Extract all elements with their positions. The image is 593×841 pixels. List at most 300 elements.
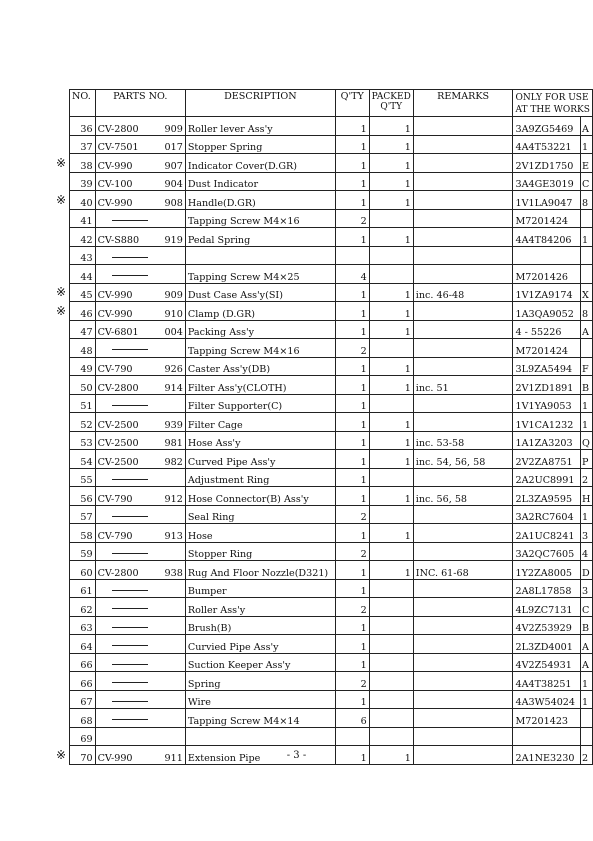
part-suffix-cell bbox=[150, 598, 186, 617]
packed-quantity-cell bbox=[369, 598, 413, 617]
check-character-cell: 1 bbox=[581, 690, 593, 709]
header-no: NO. bbox=[70, 90, 96, 117]
no-part-number-dash bbox=[112, 349, 148, 350]
part-suffix-cell bbox=[150, 579, 186, 598]
table-row bbox=[70, 283, 593, 302]
packed-quantity-cell: 1 bbox=[369, 117, 413, 136]
packed-quantity-cell bbox=[369, 209, 413, 228]
part-code-cell: CV-2800 bbox=[95, 117, 150, 136]
header-remarks: REMARKS bbox=[413, 90, 513, 117]
quantity-cell: 2 bbox=[335, 672, 369, 691]
works-code-cell: 1V1CA1232 bbox=[513, 413, 581, 432]
table-row bbox=[70, 209, 593, 228]
description-cell: Pedal Spring bbox=[185, 228, 335, 247]
row-number-cell: 66 bbox=[70, 653, 96, 672]
remarks-cell bbox=[413, 468, 513, 487]
no-part-number-dash bbox=[112, 701, 148, 702]
works-code-cell: 4A4T38251 bbox=[513, 672, 581, 691]
remarks-cell bbox=[413, 191, 513, 210]
table-row bbox=[70, 320, 593, 339]
remarks-cell bbox=[413, 524, 513, 543]
quantity-cell: 1 bbox=[335, 376, 369, 395]
part-code-cell: CV-990 bbox=[95, 154, 150, 173]
quantity-cell: 1 bbox=[335, 228, 369, 247]
remarks-cell bbox=[413, 172, 513, 191]
works-code-cell: M7201426 bbox=[513, 265, 581, 284]
works-code-cell: 4V2Z54931 bbox=[513, 653, 581, 672]
remarks-cell: inc. 46-48 bbox=[413, 283, 513, 302]
table-row bbox=[70, 431, 593, 450]
row-number-cell: 57 bbox=[70, 505, 96, 524]
works-code-cell: 4A4T53221 bbox=[513, 135, 581, 154]
table-row bbox=[70, 135, 593, 154]
quantity-cell: 1 bbox=[335, 431, 369, 450]
table-row bbox=[70, 542, 593, 561]
part-code-cell bbox=[95, 265, 150, 284]
header-packed-qty bbox=[369, 90, 413, 117]
packed-quantity-cell: 1 bbox=[369, 320, 413, 339]
row-number-cell: 70 bbox=[70, 746, 96, 765]
part-code-cell: CV-990 bbox=[95, 302, 150, 321]
check-character-cell: A bbox=[581, 320, 593, 339]
header-description: DESCRIPTION bbox=[185, 90, 335, 117]
part-code-cell bbox=[95, 635, 150, 654]
packed-quantity-cell bbox=[369, 579, 413, 598]
works-code-cell: 1Y2ZA8005 bbox=[513, 561, 581, 580]
description-cell: Tapping Screw M4×25 bbox=[185, 265, 335, 284]
part-code-cell: CV-7501 bbox=[95, 135, 150, 154]
row-number-cell: 47 bbox=[70, 320, 96, 339]
description-cell: Filter Supporter(C) bbox=[185, 394, 335, 413]
part-code-cell: CV-990 bbox=[95, 746, 150, 765]
description-cell: Rug And Floor Nozzle(D321) bbox=[185, 561, 335, 580]
check-character-cell: 4 bbox=[581, 542, 593, 561]
check-character-cell: 1 bbox=[581, 135, 593, 154]
header-packed-line1: PACKED bbox=[371, 92, 411, 102]
part-code-cell bbox=[95, 246, 150, 265]
packed-quantity-cell bbox=[369, 653, 413, 672]
table-row bbox=[70, 246, 593, 265]
packed-quantity-cell: 1 bbox=[369, 376, 413, 395]
part-code-cell: CV-6801 bbox=[95, 320, 150, 339]
check-character-cell: A bbox=[581, 117, 593, 136]
check-character-cell: Q bbox=[581, 431, 593, 450]
no-part-number-dash bbox=[112, 405, 148, 406]
description-cell: Packing Ass'y bbox=[185, 320, 335, 339]
description-cell: Extension Pipe bbox=[185, 746, 335, 765]
row-number-cell: 56 bbox=[70, 487, 96, 506]
header-works-line2: AT THE WORKS bbox=[515, 105, 590, 115]
works-code-cell: 1V1ZA9174 bbox=[513, 283, 581, 302]
remarks-cell bbox=[413, 505, 513, 524]
table-row bbox=[70, 598, 593, 617]
table-row bbox=[70, 616, 593, 635]
check-character-cell: P bbox=[581, 450, 593, 469]
table-row bbox=[70, 228, 593, 247]
packed-quantity-cell bbox=[369, 616, 413, 635]
table-row bbox=[70, 191, 593, 210]
part-suffix-cell bbox=[150, 616, 186, 635]
table-row bbox=[70, 117, 593, 136]
remarks-cell bbox=[413, 727, 513, 746]
part-code-cell: CV-990 bbox=[95, 191, 150, 210]
row-number-cell: 67 bbox=[70, 690, 96, 709]
works-code-cell: 2L3ZA9595 bbox=[513, 487, 581, 506]
row-number-cell: 43 bbox=[70, 246, 96, 265]
quantity-cell: 2 bbox=[335, 542, 369, 561]
description-cell: Tapping Screw M4×16 bbox=[185, 209, 335, 228]
part-code-cell bbox=[95, 394, 150, 413]
check-character-cell: 3 bbox=[581, 524, 593, 543]
packed-quantity-cell bbox=[369, 709, 413, 728]
row-number-cell: 61 bbox=[70, 579, 96, 598]
quantity-cell: 1 bbox=[335, 561, 369, 580]
works-code-cell: 3L9ZA5494 bbox=[513, 357, 581, 376]
check-character-cell: C bbox=[581, 598, 593, 617]
part-code-cell: CV-790 bbox=[95, 357, 150, 376]
change-mark-symbol: ※ bbox=[56, 285, 67, 299]
row-number-cell: 53 bbox=[70, 431, 96, 450]
check-character-cell: C bbox=[581, 172, 593, 191]
table-row bbox=[70, 635, 593, 654]
part-suffix-cell bbox=[150, 727, 186, 746]
row-number-cell: 58 bbox=[70, 524, 96, 543]
packed-quantity-cell bbox=[369, 505, 413, 524]
no-part-number-dash bbox=[112, 719, 148, 720]
remarks-cell bbox=[413, 209, 513, 228]
remarks-cell bbox=[413, 246, 513, 265]
part-suffix-cell bbox=[150, 672, 186, 691]
row-number-cell: 42 bbox=[70, 228, 96, 247]
row-number-cell: 36 bbox=[70, 117, 96, 136]
works-code-cell: 2A1NE3230 bbox=[513, 746, 581, 765]
remarks-cell bbox=[413, 542, 513, 561]
header-only-for-use bbox=[513, 90, 593, 117]
packed-quantity-cell: 1 bbox=[369, 228, 413, 247]
description-cell: Tapping Screw M4×16 bbox=[185, 339, 335, 358]
works-code-cell: M7201424 bbox=[513, 339, 581, 358]
description-cell: Seal Ring bbox=[185, 505, 335, 524]
remarks-cell: inc. 51 bbox=[413, 376, 513, 395]
check-character-cell: 8 bbox=[581, 191, 593, 210]
description-cell bbox=[185, 246, 335, 265]
description-cell: Handle(D.GR) bbox=[185, 191, 335, 210]
table-row bbox=[70, 561, 593, 580]
part-suffix-cell: 981 bbox=[150, 431, 186, 450]
quantity-cell: 1 bbox=[335, 357, 369, 376]
part-suffix-cell: 911 bbox=[150, 746, 186, 765]
part-suffix-cell: 904 bbox=[150, 172, 186, 191]
part-suffix-cell bbox=[150, 394, 186, 413]
quantity-cell: 1 bbox=[335, 117, 369, 136]
works-code-cell bbox=[513, 727, 581, 746]
check-character-cell: B bbox=[581, 616, 593, 635]
quantity-cell: 1 bbox=[335, 302, 369, 321]
quantity-cell: 1 bbox=[335, 487, 369, 506]
description-cell: Filter Cage bbox=[185, 413, 335, 432]
header-qty: Q'TY bbox=[335, 90, 369, 117]
description-cell: Adjustment Ring bbox=[185, 468, 335, 487]
check-character-cell: 1 bbox=[581, 394, 593, 413]
quantity-cell: 1 bbox=[335, 746, 369, 765]
works-code-cell: 4A4T84206 bbox=[513, 228, 581, 247]
quantity-cell: 2 bbox=[335, 209, 369, 228]
works-code-cell: 2A2UC8991 bbox=[513, 468, 581, 487]
quantity-cell: 2 bbox=[335, 598, 369, 617]
part-code-cell: CV-100 bbox=[95, 172, 150, 191]
description-cell: Filter Ass'y(CLOTH) bbox=[185, 376, 335, 395]
quantity-cell bbox=[335, 727, 369, 746]
check-character-cell bbox=[581, 339, 593, 358]
remarks-cell bbox=[413, 339, 513, 358]
table-header-row bbox=[70, 90, 593, 117]
no-part-number-dash bbox=[112, 275, 148, 276]
packed-quantity-cell bbox=[369, 690, 413, 709]
row-number-cell: 63 bbox=[70, 616, 96, 635]
part-suffix-cell: 909 bbox=[150, 283, 186, 302]
check-character-cell: A bbox=[581, 653, 593, 672]
row-number-cell: 62 bbox=[70, 598, 96, 617]
description-cell: Roller lever Ass'y bbox=[185, 117, 335, 136]
check-character-cell: 1 bbox=[581, 672, 593, 691]
quantity-cell: 2 bbox=[335, 505, 369, 524]
part-suffix-cell: 938 bbox=[150, 561, 186, 580]
packed-quantity-cell: 1 bbox=[369, 431, 413, 450]
part-suffix-cell bbox=[150, 209, 186, 228]
row-number-cell: 55 bbox=[70, 468, 96, 487]
description-cell: Curved Pipe Ass'y bbox=[185, 450, 335, 469]
row-number-cell: 48 bbox=[70, 339, 96, 358]
no-part-number-dash bbox=[112, 664, 148, 665]
part-suffix-cell bbox=[150, 246, 186, 265]
row-number-cell: 50 bbox=[70, 376, 96, 395]
works-code-cell: 2A1UC8241 bbox=[513, 524, 581, 543]
works-code-cell: M7201423 bbox=[513, 709, 581, 728]
remarks-cell bbox=[413, 117, 513, 136]
no-part-number-dash bbox=[112, 645, 148, 646]
part-suffix-cell bbox=[150, 653, 186, 672]
quantity-cell: 4 bbox=[335, 265, 369, 284]
description-cell: Stopper Spring bbox=[185, 135, 335, 154]
remarks-cell: INC. 61-68 bbox=[413, 561, 513, 580]
packed-quantity-cell bbox=[369, 542, 413, 561]
row-number-cell: 39 bbox=[70, 172, 96, 191]
remarks-cell bbox=[413, 228, 513, 247]
description-cell: Hose Connector(B) Ass'y bbox=[185, 487, 335, 506]
check-character-cell: 2 bbox=[581, 746, 593, 765]
part-suffix-cell: 913 bbox=[150, 524, 186, 543]
description-cell: Indicator Cover(D.GR) bbox=[185, 154, 335, 173]
part-code-cell bbox=[95, 542, 150, 561]
remarks-cell bbox=[413, 413, 513, 432]
no-part-number-dash bbox=[112, 627, 148, 628]
table-row bbox=[70, 727, 593, 746]
table-row bbox=[70, 376, 593, 395]
part-code-cell bbox=[95, 505, 150, 524]
part-code-cell: CV-2500 bbox=[95, 413, 150, 432]
row-number-cell: 68 bbox=[70, 709, 96, 728]
part-suffix-cell bbox=[150, 505, 186, 524]
part-suffix-cell: 914 bbox=[150, 376, 186, 395]
check-character-cell: 2 bbox=[581, 468, 593, 487]
part-code-cell bbox=[95, 690, 150, 709]
packed-quantity-cell bbox=[369, 635, 413, 654]
no-part-number-dash bbox=[112, 590, 148, 591]
works-code-cell: 1A1ZA3203 bbox=[513, 431, 581, 450]
part-code-cell: CV-990 bbox=[95, 283, 150, 302]
part-suffix-cell bbox=[150, 690, 186, 709]
table-row bbox=[70, 653, 593, 672]
works-code-cell: 2A8L17858 bbox=[513, 579, 581, 598]
works-code-cell: 4 - 55226 bbox=[513, 320, 581, 339]
part-code-cell: CV-2800 bbox=[95, 376, 150, 395]
description-cell: Dust Indicator bbox=[185, 172, 335, 191]
packed-quantity-cell bbox=[369, 339, 413, 358]
part-suffix-cell: 908 bbox=[150, 191, 186, 210]
table-row bbox=[70, 302, 593, 321]
page-number: - 3 - bbox=[286, 750, 307, 761]
quantity-cell: 1 bbox=[335, 413, 369, 432]
remarks-cell bbox=[413, 154, 513, 173]
part-suffix-cell: 017 bbox=[150, 135, 186, 154]
works-code-cell: 2V1ZD1750 bbox=[513, 154, 581, 173]
row-number-cell: 60 bbox=[70, 561, 96, 580]
check-character-cell: E bbox=[581, 154, 593, 173]
check-character-cell bbox=[581, 246, 593, 265]
check-character-cell bbox=[581, 209, 593, 228]
quantity-cell: 6 bbox=[335, 709, 369, 728]
quantity-cell: 1 bbox=[335, 191, 369, 210]
description-cell: Stopper Ring bbox=[185, 542, 335, 561]
check-character-cell bbox=[581, 265, 593, 284]
description-cell: Roller Ass'y bbox=[185, 598, 335, 617]
table-row bbox=[70, 339, 593, 358]
table-row bbox=[70, 524, 593, 543]
quantity-cell: 1 bbox=[335, 616, 369, 635]
quantity-cell: 1 bbox=[335, 653, 369, 672]
description-cell: Hose bbox=[185, 524, 335, 543]
description-cell: Wire bbox=[185, 690, 335, 709]
table-row bbox=[70, 690, 593, 709]
row-number-cell: 40 bbox=[70, 191, 96, 210]
quantity-cell: 1 bbox=[335, 635, 369, 654]
row-number-cell: 38 bbox=[70, 154, 96, 173]
table-row bbox=[70, 672, 593, 691]
header-works-line1: ONLY FOR USE bbox=[515, 93, 589, 103]
remarks-cell bbox=[413, 635, 513, 654]
change-mark-symbol: ※ bbox=[56, 192, 67, 207]
no-part-number-dash bbox=[112, 479, 148, 480]
packed-quantity-cell bbox=[369, 727, 413, 746]
check-character-cell: A bbox=[581, 635, 593, 654]
row-number-cell: 64 bbox=[70, 635, 96, 654]
quantity-cell: 1 bbox=[335, 172, 369, 191]
part-code-cell: CV-790 bbox=[95, 487, 150, 506]
packed-quantity-cell bbox=[369, 672, 413, 691]
table-row bbox=[70, 172, 593, 191]
row-number-cell: 51 bbox=[70, 394, 96, 413]
works-code-cell: 3A2QC7605 bbox=[513, 542, 581, 561]
table-row bbox=[70, 357, 593, 376]
part-suffix-cell: 912 bbox=[150, 487, 186, 506]
works-code-cell: 3A4GE3019 bbox=[513, 172, 581, 191]
row-number-cell: 41 bbox=[70, 209, 96, 228]
remarks-cell bbox=[413, 653, 513, 672]
no-part-number-dash bbox=[112, 682, 148, 683]
table-row bbox=[70, 709, 593, 728]
part-code-cell bbox=[95, 339, 150, 358]
check-character-cell bbox=[581, 709, 593, 728]
part-suffix-cell bbox=[150, 635, 186, 654]
works-code-cell: 3A9ZG5469 bbox=[513, 117, 581, 136]
remarks-cell bbox=[413, 690, 513, 709]
works-code-cell: 4A3W54024 bbox=[513, 690, 581, 709]
description-cell: Caster Ass'y(DB) bbox=[185, 357, 335, 376]
description-cell bbox=[185, 727, 335, 746]
packed-quantity-cell: 1 bbox=[369, 191, 413, 210]
description-cell: Clamp (D.GR) bbox=[185, 302, 335, 321]
works-code-cell: 1A3QA9052 bbox=[513, 302, 581, 321]
part-suffix-cell bbox=[150, 265, 186, 284]
remarks-cell: inc. 54, 56, 58 bbox=[413, 450, 513, 469]
works-code-cell: 1V1LA9047 bbox=[513, 191, 581, 210]
part-suffix-cell: 909 bbox=[150, 117, 186, 136]
part-suffix-cell: 939 bbox=[150, 413, 186, 432]
part-code-cell bbox=[95, 209, 150, 228]
quantity-cell: 1 bbox=[335, 690, 369, 709]
remarks-cell bbox=[413, 709, 513, 728]
part-code-cell: CV-790 bbox=[95, 524, 150, 543]
packed-quantity-cell bbox=[369, 468, 413, 487]
quantity-cell: 1 bbox=[335, 283, 369, 302]
remarks-cell: inc. 56, 58 bbox=[413, 487, 513, 506]
packed-quantity-cell: 1 bbox=[369, 135, 413, 154]
works-code-cell: 1V1YA9053 bbox=[513, 394, 581, 413]
table-row bbox=[70, 413, 593, 432]
no-part-number-dash bbox=[112, 257, 148, 258]
check-character-cell: 1 bbox=[581, 505, 593, 524]
quantity-cell: 1 bbox=[335, 468, 369, 487]
header-parts-no: PARTS NO. bbox=[95, 90, 185, 117]
packed-quantity-cell bbox=[369, 246, 413, 265]
part-code-cell: CV-S880 bbox=[95, 228, 150, 247]
part-suffix-cell: 919 bbox=[150, 228, 186, 247]
part-code-cell bbox=[95, 653, 150, 672]
packed-quantity-cell: 1 bbox=[369, 302, 413, 321]
no-part-number-dash bbox=[112, 608, 148, 609]
works-code-cell: 2V2ZA8751 bbox=[513, 450, 581, 469]
packed-quantity-cell: 1 bbox=[369, 450, 413, 469]
check-character-cell bbox=[581, 727, 593, 746]
works-code-cell: 3A2RC7604 bbox=[513, 505, 581, 524]
part-suffix-cell: 926 bbox=[150, 357, 186, 376]
part-code-cell: CV-2800 bbox=[95, 561, 150, 580]
description-cell: Spring bbox=[185, 672, 335, 691]
quantity-cell bbox=[335, 246, 369, 265]
quantity-cell: 1 bbox=[335, 450, 369, 469]
part-suffix-cell: 910 bbox=[150, 302, 186, 321]
part-code-cell bbox=[95, 727, 150, 746]
row-number-cell: 59 bbox=[70, 542, 96, 561]
description-cell: Tapping Screw M4×14 bbox=[185, 709, 335, 728]
table-row bbox=[70, 505, 593, 524]
description-cell: Dust Case Ass'y(SI) bbox=[185, 283, 335, 302]
packed-quantity-cell: 1 bbox=[369, 357, 413, 376]
packed-quantity-cell: 1 bbox=[369, 283, 413, 302]
remarks-cell: inc. 53-58 bbox=[413, 431, 513, 450]
part-suffix-cell bbox=[150, 339, 186, 358]
works-code-cell: M7201424 bbox=[513, 209, 581, 228]
